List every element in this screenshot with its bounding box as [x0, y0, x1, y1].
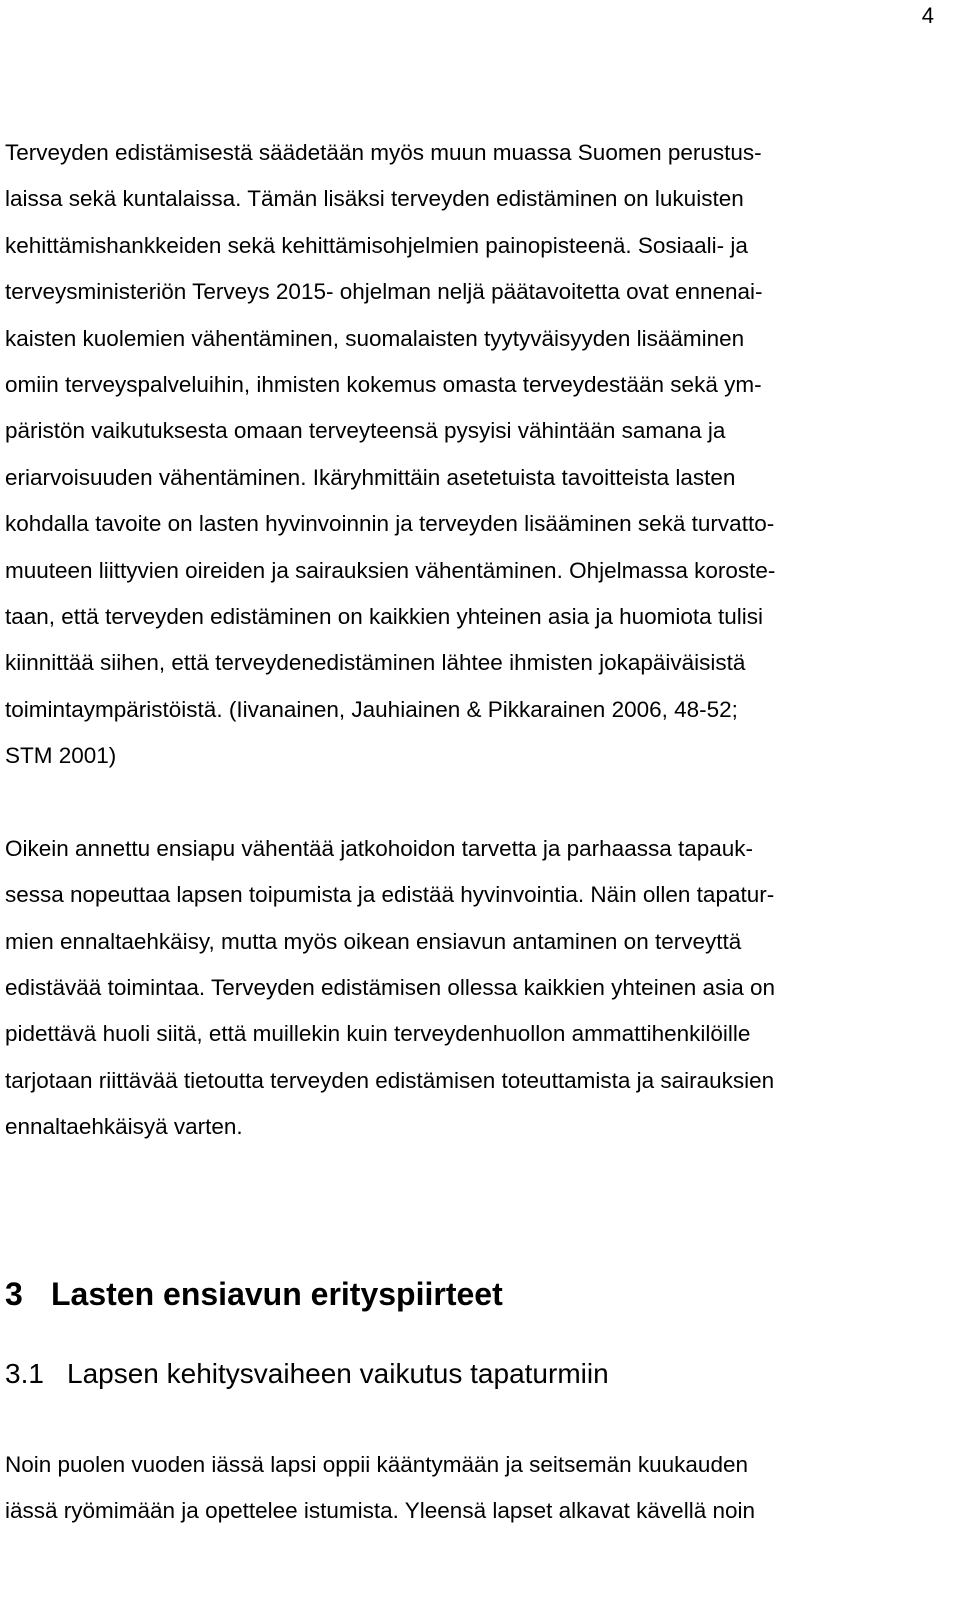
text-line: toimintaympäristöistä. (Iivanainen, Jauhiainen & Pikkarainen 2006, 48-52; — [5, 696, 738, 722]
paragraph-1 — [5, 130, 933, 780]
text-line: sessa nopeuttaa lapsen toipumista ja edistää hyvinvointia. Näin ollen tapatur- — [5, 882, 775, 908]
text-line: päristön vaikutuksesta omaan terveyteensä pysyisi vähintään samana ja — [5, 418, 726, 444]
section-heading — [5, 1274, 933, 1314]
text-line: taan, että terveyden edistäminen on kaikkien yhteinen asia ja huomiota tulisi — [5, 604, 763, 630]
text-line: Oikein annettu ensiapu vähentää jatkohoidon tarvetta ja parhaassa tapauk- — [5, 835, 754, 861]
text-line: muuteen liittyvien oireiden ja sairauksien vähentäminen. Ohjelmassa koroste- — [5, 557, 776, 583]
text-line: mien ennaltaehkäisy, mutta myös oikean ensiavun antaminen on terveyttä — [5, 928, 742, 954]
text-line: pidettävä huoli siitä, että muillekin kuin terveydenhuollon ammattihenkilöille — [5, 1021, 751, 1047]
text-line: laissa sekä kuntalaissa. Tämän lisäksi terveyden edistäminen on lukuisten — [5, 186, 744, 212]
text-line: STM 2001) — [5, 743, 117, 769]
text-line: eriarvoisuuden vähentäminen. Ikäryhmittäin asetetuista tavoitteista lasten — [5, 464, 736, 490]
text-line: Noin puolen vuoden iässä lapsi oppii kääntymään ja seitsemän kuukauden — [5, 1451, 748, 1477]
text-line: kohdalla tavoite on lasten hyvinvoinnin ja terveyden lisääminen sekä turvatto- — [5, 511, 775, 537]
text-line: kaisten kuolemien vähentäminen, suomalaisten tyytyväisyyden lisääminen — [5, 325, 745, 351]
text-line: ennaltaehkäisyä varten. — [5, 1114, 243, 1140]
text-line: Terveyden edistämisestä säädetään myös muun muassa Suomen perustus- — [5, 140, 762, 165]
subsection-heading — [5, 1354, 933, 1394]
text-line: terveysministeriön Terveys 2015- ohjelman neljä päätavoitetta ovat ennenai- — [5, 279, 763, 305]
paragraph-2 — [5, 826, 933, 1151]
section-title: Lasten ensiavun erityspiirteet — [51, 1275, 503, 1312]
section-number: 3 — [5, 1275, 23, 1312]
text-line: kehittämishankkeiden sekä kehittämisohjelmien painopisteenä. Sosiaali- ja — [5, 232, 748, 258]
document-body — [5, 130, 933, 1534]
text-line: tarjotaan riittävää tietoutta terveyden edistämisen toteuttamista ja sairauksien — [5, 1067, 775, 1093]
text-line: edistävää toimintaa. Terveyden edistämisen ollessa kaikkien yhteinen asia on — [5, 974, 776, 1000]
page-number: 4 — [921, 3, 934, 28]
paragraph-3 — [5, 1442, 933, 1535]
text-line: iässä ryömimään ja opettelee istumista. Yleensä lapset alkavat kävellä noin — [5, 1497, 755, 1523]
subsection-title: Lapsen kehitysvaiheen vaikutus tapaturmiin — [67, 1357, 609, 1389]
text-line: omiin terveyspalveluihin, ihmisten kokemus omasta terveydestään sekä ym- — [5, 372, 762, 398]
text-line: kiinnittää siihen, että terveydenedistäminen lähtee ihmisten jokapäiväisistä — [5, 650, 746, 676]
subsection-number: 3.1 — [5, 1357, 44, 1389]
